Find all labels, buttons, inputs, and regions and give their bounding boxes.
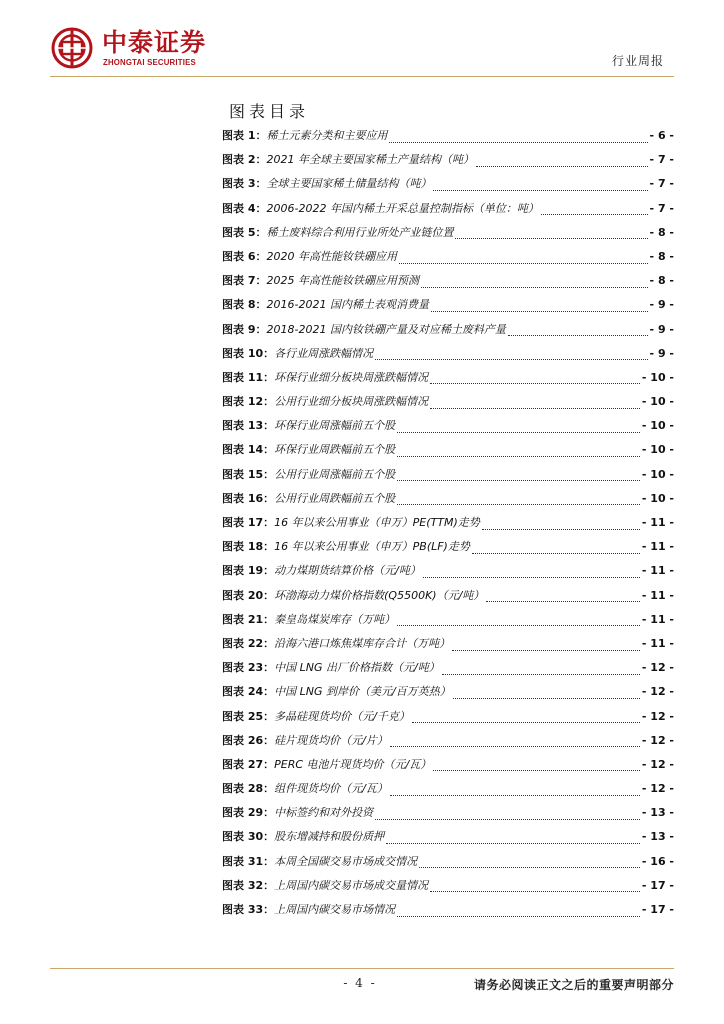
toc-entry-title: 2018-2021 国内钕铁硼产量及对应稀土废料产量 bbox=[266, 322, 506, 336]
toc-entry-label: 图表 4： bbox=[222, 201, 267, 215]
toc-entry-title: 硅片现货均价（元/片） bbox=[274, 733, 388, 747]
toc-entry-page: - 12 - bbox=[641, 733, 674, 747]
toc-entry-page: - 12 - bbox=[641, 709, 674, 723]
toc-entry-title: 公用行业细分板块周涨跌幅情况 bbox=[274, 395, 429, 409]
toc-entry-page: - 9 - bbox=[649, 346, 674, 360]
toc-entry-page: - 13 - bbox=[641, 806, 674, 820]
toc-entry-title: 中国 LNG 出厂价格指数（元/吨） bbox=[274, 661, 440, 675]
toc-entry-title: 各行业周涨跌幅情况 bbox=[274, 346, 374, 360]
toc-entry-title: 上周国内碳交易市场情况 bbox=[274, 903, 396, 916]
toc-entry-label: 图表 22： bbox=[222, 636, 275, 650]
toc-entry[interactable] bbox=[222, 175, 674, 199]
toc-leader-dots bbox=[431, 311, 648, 312]
toc-leader-dots bbox=[482, 529, 640, 530]
toc-entry-label: 图表 32： bbox=[222, 878, 275, 892]
page-number: - 4 - bbox=[343, 976, 377, 990]
toc-entry[interactable] bbox=[222, 587, 674, 611]
toc-entry-title: 环保行业细分板块周涨跌幅情况 bbox=[274, 370, 429, 384]
toc-entry[interactable] bbox=[222, 853, 674, 877]
toc-entry-label: 图表 15： bbox=[222, 467, 275, 481]
toc-leader-dots bbox=[430, 383, 640, 384]
toc-leader-dots bbox=[397, 504, 640, 505]
toc-entry-label: 图表 24： bbox=[222, 685, 275, 699]
toc-entry-label: 图表 1： bbox=[222, 129, 267, 142]
toc-entry-title: 沿海六港口炼焦煤库存合计（万吨） bbox=[274, 636, 451, 650]
toc-leader-dots bbox=[430, 408, 640, 409]
toc-entry-page: - 10 - bbox=[641, 395, 674, 409]
page-header bbox=[0, 0, 724, 80]
toc-entry-title: 环保行业周跌幅前五个股 bbox=[274, 443, 396, 457]
toc-entry-page: - 16 - bbox=[641, 854, 674, 868]
disclaimer-text: 请务必阅读正文之后的重要声明部分 bbox=[473, 978, 674, 992]
zhongtai-logo bbox=[50, 26, 250, 74]
toc-entry-title: 股东增减持和股份质押 bbox=[274, 830, 385, 844]
toc-entry[interactable] bbox=[222, 248, 674, 272]
toc-entry[interactable] bbox=[222, 683, 674, 707]
toc-leader-dots bbox=[486, 601, 640, 602]
toc-entry-title: 16 年以来公用事业（申万）PB(LF)走势 bbox=[274, 540, 470, 554]
toc-entry-label: 图表 20： bbox=[222, 588, 275, 602]
toc-entry[interactable] bbox=[222, 538, 674, 562]
toc-entry-page: - 11 - bbox=[641, 540, 674, 554]
toc-entry-label: 图表 19： bbox=[222, 564, 275, 578]
toc-entry[interactable] bbox=[222, 708, 674, 732]
toc-entry-label: 图表 3： bbox=[222, 177, 267, 191]
toc-leader-dots bbox=[397, 432, 640, 433]
toc-entry-page: - 11 - bbox=[641, 636, 674, 650]
toc-entry-title: 上周国内碳交易市场成交量情况 bbox=[274, 878, 429, 892]
toc-entry[interactable] bbox=[222, 224, 674, 248]
brand-name-en: ZHONGTAI SECURITIES bbox=[103, 58, 196, 67]
toc-leader-dots bbox=[390, 746, 640, 747]
toc-entry-title: 动力煤期货结算价格（元/吨） bbox=[274, 564, 421, 578]
toc-leader-dots bbox=[442, 674, 640, 675]
toc-leader-dots bbox=[389, 142, 647, 143]
toc-entry[interactable] bbox=[222, 490, 674, 514]
toc-entry[interactable] bbox=[222, 756, 674, 780]
toc-entry[interactable] bbox=[222, 901, 674, 925]
zhongtai-logo-icon bbox=[50, 26, 94, 70]
toc-entry-page: - 17 - bbox=[641, 903, 674, 916]
toc-entry[interactable] bbox=[222, 659, 674, 683]
toc-entry-page: - 10 - bbox=[641, 419, 674, 433]
toc-entry[interactable] bbox=[222, 562, 674, 586]
toc-entry-title: 秦皇岛煤炭库存（万吨） bbox=[274, 612, 396, 626]
toc-entry[interactable] bbox=[222, 151, 674, 175]
toc-leader-dots bbox=[433, 190, 647, 191]
toc-entry[interactable] bbox=[222, 296, 674, 320]
toc-entry-page: - 10 - bbox=[641, 370, 674, 384]
toc-entry-title: 2020 年高性能钕铁硼应用 bbox=[266, 249, 397, 263]
toc-entry-label: 图表 7： bbox=[222, 274, 267, 288]
toc-entry[interactable] bbox=[222, 611, 674, 635]
toc-entry-page: - 12 - bbox=[641, 782, 674, 796]
toc-entry-title: 公用行业周跌幅前五个股 bbox=[274, 491, 396, 505]
toc-entry-title: 公用行业周涨幅前五个股 bbox=[274, 467, 396, 481]
toc-entry-page: - 8 - bbox=[649, 225, 674, 239]
toc-entry[interactable] bbox=[222, 466, 674, 490]
toc-entry[interactable] bbox=[222, 272, 674, 296]
toc-leader-dots bbox=[508, 335, 648, 336]
toc-entry-label: 图表 17： bbox=[222, 516, 275, 529]
toc-entry-page: - 13 - bbox=[641, 830, 674, 844]
toc-entry[interactable] bbox=[222, 804, 674, 828]
toc-entry-page: - 17 - bbox=[641, 878, 674, 892]
toc-entry[interactable] bbox=[222, 393, 674, 417]
toc-entry-title: 全球主要国家稀土储量结构（吨） bbox=[266, 177, 432, 191]
toc-entry-title: 环渤海动力煤价格指数(Q5500K)（元/吨） bbox=[274, 588, 485, 602]
toc-entry-title: 2006-2022 年国内稀土开采总量控制指标（单位：吨） bbox=[266, 201, 539, 215]
toc-entry-title: 16 年以来公用事业（申万）PE(TTM)走势 bbox=[274, 516, 480, 529]
toc-entry-page: - 10 - bbox=[641, 467, 674, 481]
toc-leader-dots bbox=[419, 867, 640, 868]
toc-leader-dots bbox=[476, 166, 648, 167]
toc-entry-label: 图表 31： bbox=[222, 854, 275, 868]
toc-leader-dots bbox=[453, 698, 640, 699]
toc-entry-label: 图表 6： bbox=[222, 249, 267, 263]
toc-entry-page: - 9 - bbox=[649, 322, 674, 336]
toc-entry-label: 图表 26： bbox=[222, 733, 275, 747]
toc-entry-page: - 12 - bbox=[641, 661, 674, 675]
toc-leader-dots bbox=[433, 770, 640, 771]
toc-list bbox=[222, 127, 674, 925]
toc-leader-dots bbox=[412, 722, 640, 723]
toc-entry-label: 图表 16： bbox=[222, 491, 275, 505]
toc-entry-page: - 11 - bbox=[641, 516, 674, 529]
toc-entry-label: 图表 21： bbox=[222, 612, 275, 626]
toc-entry-title: 多晶硅现货均价（元/千克） bbox=[274, 709, 410, 723]
toc-entry-label: 图表 9： bbox=[222, 322, 267, 336]
toc-entry-title: 2021 年全球主要国家稀土产量结构（吨） bbox=[266, 153, 474, 167]
toc-entry-label: 图表 25： bbox=[222, 709, 275, 723]
toc-entry-title: 稀土废料综合利用行业所处产业链位置 bbox=[266, 225, 454, 239]
header-divider bbox=[50, 76, 674, 77]
toc-entry-title: 本周全国碳交易市场成交情况 bbox=[274, 854, 418, 868]
toc-leader-dots bbox=[390, 795, 640, 796]
toc-entry-page: - 11 - bbox=[641, 564, 674, 578]
toc-entry-label: 图表 33： bbox=[222, 903, 275, 916]
toc-entry[interactable] bbox=[222, 127, 674, 151]
toc-entry[interactable] bbox=[222, 828, 674, 852]
toc-entry-title: 2016-2021 国内稀土表观消费量 bbox=[266, 298, 429, 312]
toc-entry[interactable] bbox=[222, 200, 674, 224]
toc-entry-page: - 6 - bbox=[649, 129, 674, 142]
toc-entry-label: 图表 30： bbox=[222, 830, 275, 844]
toc-entry-label: 图表 28： bbox=[222, 782, 275, 796]
toc-entry-page: - 9 - bbox=[649, 298, 674, 312]
toc-entry[interactable] bbox=[222, 635, 674, 659]
toc-entry-title: 中标签约和对外投资 bbox=[274, 806, 374, 820]
toc-entry[interactable] bbox=[222, 441, 674, 465]
footer-divider bbox=[50, 968, 674, 969]
toc-leader-dots bbox=[375, 819, 640, 820]
toc-entry-title: 中国 LNG 到岸价（美元/百万英热） bbox=[274, 685, 451, 699]
toc-leader-dots bbox=[397, 480, 640, 481]
toc-entry-page: - 7 - bbox=[649, 153, 674, 167]
toc-entry-title: 环保行业周涨幅前五个股 bbox=[274, 419, 396, 433]
toc-leader-dots bbox=[472, 553, 640, 554]
toc-entry[interactable] bbox=[222, 732, 674, 756]
toc-entry-page: - 11 - bbox=[641, 612, 674, 626]
toc-entry-label: 图表 8： bbox=[222, 298, 267, 312]
toc-entry-label: 图表 18： bbox=[222, 540, 275, 554]
toc-entry-label: 图表 2： bbox=[222, 153, 267, 167]
toc-leader-dots bbox=[397, 456, 640, 457]
toc-entry-page: - 12 - bbox=[641, 757, 674, 771]
toc-entry-page: - 12 - bbox=[641, 685, 674, 699]
toc-entry-label: 图表 12： bbox=[222, 395, 275, 409]
toc-entry-label: 图表 11： bbox=[222, 370, 275, 384]
toc-entry-page: - 7 - bbox=[649, 177, 674, 191]
toc-leader-dots bbox=[541, 214, 648, 215]
toc-entry-title: 2025 年高性能钕铁硼应用预测 bbox=[266, 274, 419, 288]
toc-entry[interactable] bbox=[222, 345, 674, 369]
report-type-label: 行业周报 bbox=[611, 54, 664, 68]
toc-entry[interactable] bbox=[222, 780, 674, 804]
toc-leader-dots bbox=[452, 650, 640, 651]
toc-leader-dots bbox=[455, 238, 647, 239]
toc-leader-dots bbox=[423, 577, 640, 578]
toc-entry-label: 图表 29： bbox=[222, 806, 275, 820]
toc-leader-dots bbox=[397, 916, 640, 917]
toc-leader-dots bbox=[375, 359, 647, 360]
toc-entry-page: - 8 - bbox=[649, 249, 674, 263]
toc-entry-title: PERC 电池片现货均价（元/瓦） bbox=[274, 757, 432, 771]
toc-leader-dots bbox=[397, 625, 640, 626]
toc-entry[interactable] bbox=[222, 417, 674, 441]
toc-entry-title: 稀土元素分类和主要应用 bbox=[266, 129, 388, 142]
toc-entry-label: 图表 13： bbox=[222, 419, 275, 433]
toc-entry-page: - 11 - bbox=[641, 588, 674, 602]
toc-leader-dots bbox=[421, 287, 648, 288]
toc-entry-page: - 10 - bbox=[641, 491, 674, 505]
toc-entry-label: 图表 23： bbox=[222, 661, 275, 675]
toc-entry-page: - 10 - bbox=[641, 443, 674, 457]
toc-entry[interactable] bbox=[222, 321, 674, 345]
toc-leader-dots bbox=[399, 263, 648, 264]
toc-leader-dots bbox=[386, 843, 640, 844]
toc-entry-title: 组件现货均价（元/瓦） bbox=[274, 782, 388, 796]
brand-name-cn: 中泰证券 bbox=[102, 28, 207, 57]
toc-entry-label: 图表 27： bbox=[222, 757, 275, 771]
toc-entry[interactable] bbox=[222, 514, 674, 538]
toc-entry-label: 图表 10： bbox=[222, 346, 275, 360]
toc-entry-page: - 7 - bbox=[649, 201, 674, 215]
toc-entry[interactable] bbox=[222, 369, 674, 393]
toc-entry-label: 图表 14： bbox=[222, 443, 275, 457]
toc-title: 图表目录 bbox=[229, 102, 310, 121]
toc-entry[interactable] bbox=[222, 877, 674, 901]
toc-leader-dots bbox=[430, 891, 640, 892]
toc-entry-page: - 8 - bbox=[649, 274, 674, 288]
toc-entry-label: 图表 5： bbox=[222, 225, 267, 239]
